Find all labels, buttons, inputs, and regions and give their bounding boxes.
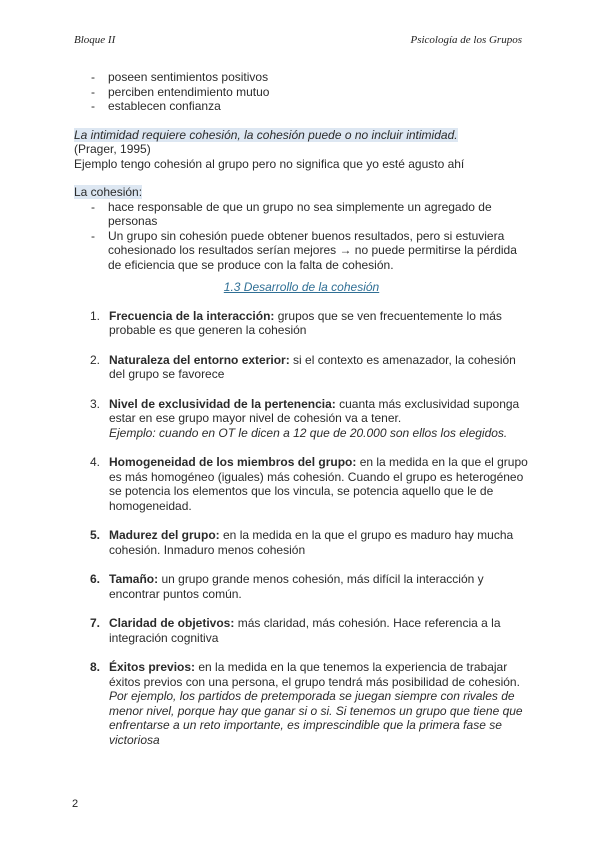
item-number: 4. <box>90 455 101 469</box>
item-title: Madurez del grupo: <box>109 528 220 542</box>
intimacy-example: Ejemplo tengo cohesión al grupo pero no significa que yo esté agusto ahí <box>74 156 465 171</box>
item-example: Por ejemplo, los partidos de pretemporada se juegan siempre con rivales de menor nivel, porque hay que ganar si o si. Si tenemos un grupo que tiene que enfrentarse a un reto importante, es imprescindible que la primera fase se victoriosa <box>109 689 523 747</box>
list-item: - perciben entendimiento mutuo <box>74 85 529 100</box>
list-item <box>74 572 529 601</box>
list-item: - establecen confianza <box>74 99 529 114</box>
list-item <box>74 528 529 557</box>
item-text: grupos que se ven frecuentemente lo más probable es que generen la cohesión <box>109 308 502 337</box>
list-item <box>74 397 529 441</box>
item-number: 8. <box>90 660 101 674</box>
cohesion-heading <box>74 185 529 200</box>
list-item <box>74 455 529 513</box>
item-text: si el contexto es amenazador, la cohesión del grupo se favorece <box>109 352 516 381</box>
document-body <box>74 70 529 762</box>
item-title: Naturaleza del entorno exterior: <box>109 352 290 367</box>
item-title: Homogeneidad de los miembros del grupo: <box>109 455 357 469</box>
list-item <box>74 616 529 645</box>
item-number: 5. <box>90 528 101 542</box>
item-title: Claridad de objetivos: <box>109 616 235 630</box>
item-number: 1. <box>90 308 101 323</box>
cohesion-bullet-list <box>74 200 529 273</box>
list-item <box>74 660 529 747</box>
item-number: 6. <box>90 572 101 586</box>
list-item <box>74 309 529 338</box>
intimacy-statement <box>74 128 529 143</box>
top-bullet-list <box>74 70 529 114</box>
item-text: en la medida en la que tenemos la experiencia de trabajar éxitos previos con una persona, el grupo tendrá más posibilidad de cohesión. <box>109 660 520 689</box>
list-item <box>74 353 529 382</box>
intimacy-statement-text: La intimidad requiere cohesión, la cohesión puede o no incluir intimidad. <box>74 127 458 142</box>
list-item: - poseen sentimientos positivos <box>74 70 529 85</box>
cohesion-factors-list <box>74 309 529 748</box>
item-title: Éxitos previos: <box>109 660 196 674</box>
item-text: en la medida en la que el grupo es más homogéneo (iguales) más cohesión. Cuando el grupo es heterogéneo se potencia los elementos que los vincula, se potencia aquello que le de homogeneidad. <box>109 455 528 513</box>
header-right: Psicología de los Grupos <box>410 34 522 46</box>
item-title: Nivel de exclusividad de la pertenencia: <box>109 396 336 411</box>
item-example: Ejemplo: cuando en OT le dicen a 12 que de 20.000 son ellos los elegidos. <box>109 425 508 440</box>
item-title: Tamaño: <box>109 572 159 586</box>
item-text: más claridad, más cohesión. Hace referencia a la integración cognitiva <box>109 616 501 645</box>
page-header <box>74 34 522 50</box>
page-number: 2 <box>72 798 79 810</box>
item-text: cuanta más exclusividad suponga estar en ese grupo mayor nivel de cohesión va a tener. <box>109 396 520 425</box>
item-number: 3. <box>90 396 101 411</box>
list-item: - Un grupo sin cohesión puede obtener buenos resultados, pero si estuviera cohesionado los resultados serían mejores → no puede permitirse la pérdida de eficiencia que se produce con la falta de cohesión. <box>74 229 529 273</box>
item-number: 2. <box>90 352 101 367</box>
item-text: un grupo grande menos cohesión, más difícil la interacción y encontrar puntos común. <box>109 572 484 601</box>
cohesion-heading-text: La cohesión: <box>74 185 143 199</box>
header-left: Bloque II <box>74 34 116 46</box>
item-text: en la medida en la que el grupo es maduro hay mucha cohesión. Inmaduro menos cohesión <box>109 528 514 557</box>
intimacy-citation: (Prager, 1995) <box>74 142 151 156</box>
item-number: 7. <box>90 616 101 630</box>
section-title: 1.3 Desarrollo de la cohesión <box>223 280 380 294</box>
item-title: Frecuencia de la interacción: <box>109 308 275 323</box>
list-item: - hace responsable de que un grupo no sea simplemente un agregado de personas <box>74 200 529 229</box>
